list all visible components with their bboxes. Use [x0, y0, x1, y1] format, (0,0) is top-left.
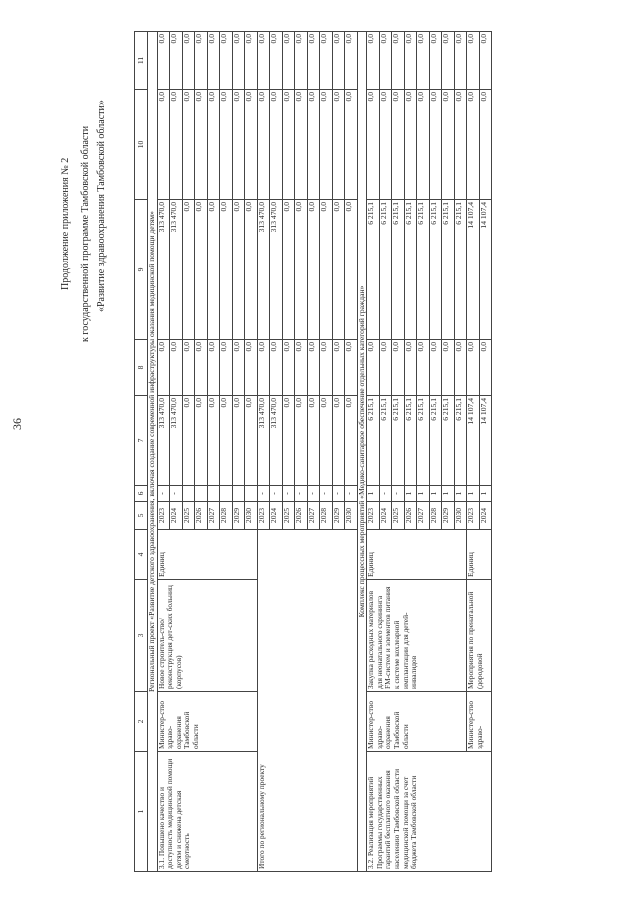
value-cell: 6 215,1	[442, 200, 455, 340]
year-cell: 2028	[429, 502, 442, 530]
value-cell: 0,0	[295, 340, 308, 396]
qty-cell: -	[332, 486, 345, 502]
qty-cell: 1	[417, 486, 430, 502]
value-cell: 0,0	[417, 90, 430, 200]
value-cell: 0,0	[467, 340, 480, 396]
value-cell: 0,0	[479, 340, 492, 396]
value-cell: 0,0	[270, 32, 283, 90]
value-cell: 0,0	[220, 340, 233, 396]
value-cell: 0,0	[220, 396, 233, 486]
value-cell: 0,0	[257, 340, 270, 396]
value-cell: 0,0	[332, 200, 345, 340]
year-cell: 2024	[479, 502, 492, 530]
value-cell: 313 470,0	[257, 396, 270, 486]
value-cell: 0,0	[295, 90, 308, 200]
year-cell: 2025	[282, 502, 295, 530]
qty-cell: -	[307, 486, 320, 502]
value-cell: 0,0	[454, 90, 467, 200]
value-cell: 0,0	[417, 340, 430, 396]
appendix-heading-line-1: Продолжение приложения № 2	[60, 157, 71, 290]
value-cell: 0,0	[332, 340, 345, 396]
year-cell: 2027	[207, 502, 220, 530]
value-cell: 0,0	[307, 90, 320, 200]
value-cell: 0,0	[332, 90, 345, 200]
value-cell: 0,0	[207, 396, 220, 486]
year-cell: 2023	[367, 502, 380, 530]
value-cell: 0,0	[429, 32, 442, 90]
qty-cell: -	[257, 486, 270, 502]
value-cell: 6 215,1	[367, 396, 380, 486]
appendix-heading-line-3: «Развитие здравоохранения Тамбовской области»	[96, 100, 107, 312]
col-number: 10	[135, 90, 148, 200]
qty-cell: -	[157, 486, 170, 502]
value-cell: 0,0	[232, 90, 245, 200]
year-cell: 2023	[257, 502, 270, 530]
value-cell: 6 215,1	[417, 200, 430, 340]
year-cell: 2029	[332, 502, 345, 530]
block3-unit: Единиц	[467, 530, 492, 580]
qty-cell	[182, 486, 195, 502]
value-cell: 0,0	[195, 340, 208, 396]
col-number: 5	[135, 502, 148, 530]
value-cell: 6 215,1	[429, 396, 442, 486]
appendix-heading-line-2: к государственной программе Тамбовской области	[80, 125, 91, 342]
value-cell: 0,0	[220, 200, 233, 340]
year-cell: 2023	[157, 502, 170, 530]
value-cell: 0,0	[307, 200, 320, 340]
value-cell: 0,0	[379, 90, 392, 200]
value-cell: 0,0	[320, 90, 333, 200]
qty-cell: -	[392, 486, 405, 502]
value-cell: 0,0	[245, 396, 258, 486]
value-cell: 0,0	[345, 32, 358, 90]
block1-unit: Единиц	[157, 530, 257, 580]
value-cell: 0,0	[332, 396, 345, 486]
value-cell: 6 215,1	[379, 200, 392, 340]
section1-title: Региональный проект «Развитие детского здравоохранения, включая создание современной инфраструктуры оказания медицинской помощи детям»	[148, 32, 158, 872]
page-number: 36	[10, 418, 24, 430]
value-cell: 0,0	[195, 396, 208, 486]
value-cell: 0,0	[379, 340, 392, 396]
value-cell: 0,0	[157, 90, 170, 200]
qty-cell: 1	[467, 486, 480, 502]
col-number: 9	[135, 200, 148, 340]
value-cell: 6 215,1	[367, 200, 380, 340]
qty-cell: -	[345, 486, 358, 502]
section-header-row	[148, 32, 158, 872]
qty-cell: -	[379, 486, 392, 502]
value-cell: 14 107,4	[479, 396, 492, 486]
value-cell: 0,0	[454, 32, 467, 90]
year-cell: 2028	[220, 502, 233, 530]
value-cell: 313 470,0	[170, 396, 183, 486]
value-cell: 0,0	[320, 396, 333, 486]
value-cell: 0,0	[320, 340, 333, 396]
value-cell: 0,0	[182, 396, 195, 486]
value-cell: 0,0	[195, 200, 208, 340]
value-cell: 0,0	[282, 200, 295, 340]
table-row	[157, 32, 170, 872]
value-cell: 0,0	[467, 90, 480, 200]
value-cell: 0,0	[404, 32, 417, 90]
year-cell: 2025	[182, 502, 195, 530]
value-cell: 0,0	[404, 90, 417, 200]
value-cell: 6 215,1	[442, 396, 455, 486]
value-cell: 0,0	[232, 340, 245, 396]
qty-cell: 1	[429, 486, 442, 502]
block2-activity: Закупка расходных материалов для неонатального скрининга FM-систем и элементов питания к системе кохлеарной имплантации для детей-инвалидов	[367, 580, 467, 692]
year-cell: 2024	[379, 502, 392, 530]
value-cell: 0,0	[232, 200, 245, 340]
value-cell: 0,0	[429, 90, 442, 200]
value-cell: 313 470,0	[157, 396, 170, 486]
qty-cell: 1	[367, 486, 380, 502]
value-cell: 6 215,1	[392, 396, 405, 486]
value-cell: 0,0	[320, 200, 333, 340]
block1-responsible: Министер-ство здраво-охранения Тамбовской области	[157, 692, 257, 752]
year-cell: 2024	[170, 502, 183, 530]
value-cell: 0,0	[345, 90, 358, 200]
qty-cell	[207, 486, 220, 502]
block2-name: 3.2. Реализация мероприятий Программы государственных гарантий бесплатного оказания населению Тамбовской области медицинской помощи за счет бюджета Тамбовской области	[367, 752, 492, 872]
year-cell: 2029	[442, 502, 455, 530]
value-cell: 0,0	[270, 340, 283, 396]
value-cell: 0,0	[282, 32, 295, 90]
value-cell: 6 215,1	[429, 200, 442, 340]
value-cell: 0,0	[270, 90, 283, 200]
value-cell: 0,0	[367, 340, 380, 396]
value-cell: 14 107,4	[467, 200, 480, 340]
value-cell: 0,0	[442, 90, 455, 200]
col-number: 8	[135, 340, 148, 396]
total-label: Итого по региональному проекту	[257, 530, 357, 872]
value-cell: 0,0	[182, 200, 195, 340]
value-cell: 0,0	[257, 32, 270, 90]
qty-cell: -	[320, 486, 333, 502]
value-cell: 0,0	[307, 340, 320, 396]
value-cell: 0,0	[392, 32, 405, 90]
year-cell: 2030	[245, 502, 258, 530]
value-cell: 0,0	[182, 32, 195, 90]
year-cell: 2028	[320, 502, 333, 530]
col-number: 3	[135, 580, 148, 692]
col-number: 11	[135, 32, 148, 90]
value-cell: 0,0	[170, 32, 183, 90]
value-cell: 0,0	[220, 32, 233, 90]
qty-cell: 1	[454, 486, 467, 502]
value-cell: 0,0	[245, 90, 258, 200]
year-cell: 2023	[467, 502, 480, 530]
block3-activity: Мероприятия по пренатальной (дородовой	[467, 580, 492, 692]
value-cell: 6 215,1	[392, 200, 405, 340]
block2-unit: Единиц	[367, 530, 467, 580]
program-table	[134, 31, 492, 872]
value-cell: 0,0	[307, 32, 320, 90]
value-cell: 0,0	[207, 90, 220, 200]
col-number: 2	[135, 692, 148, 752]
col-number: 4	[135, 530, 148, 580]
value-cell: 6 215,1	[404, 200, 417, 340]
value-cell: 0,0	[257, 90, 270, 200]
year-cell: 2030	[454, 502, 467, 530]
table-row	[257, 32, 270, 872]
value-cell: 0,0	[307, 396, 320, 486]
value-cell: 0,0	[404, 340, 417, 396]
value-cell: 0,0	[295, 32, 308, 90]
qty-cell: -	[295, 486, 308, 502]
qty-cell	[232, 486, 245, 502]
value-cell: 0,0	[320, 32, 333, 90]
value-cell: 0,0	[195, 90, 208, 200]
value-cell: 6 215,1	[379, 396, 392, 486]
value-cell: 0,0	[367, 32, 380, 90]
value-cell: 0,0	[207, 340, 220, 396]
value-cell: 0,0	[282, 396, 295, 486]
value-cell: 0,0	[379, 32, 392, 90]
value-cell: 0,0	[282, 340, 295, 396]
value-cell: 0,0	[392, 340, 405, 396]
section2-title: Комплекс процессных мероприятий «Медико-санитарное обеспечение отдельных категорий граждан»	[357, 32, 367, 872]
year-cell: 2030	[345, 502, 358, 530]
value-cell: 313 470,0	[170, 200, 183, 340]
qty-cell	[245, 486, 258, 502]
qty-cell: -	[170, 486, 183, 502]
program-table-container	[134, 32, 614, 872]
block2-responsible: Министер-ство здраво-охранения Тамбовской области	[367, 692, 467, 752]
value-cell: 0,0	[282, 90, 295, 200]
table-row	[367, 32, 380, 872]
value-cell: 0,0	[170, 90, 183, 200]
value-cell: 0,0	[182, 90, 195, 200]
value-cell: 0,0	[332, 32, 345, 90]
value-cell: 6 215,1	[454, 200, 467, 340]
value-cell: 0,0	[170, 340, 183, 396]
qty-cell	[220, 486, 233, 502]
value-cell: 0,0	[345, 396, 358, 486]
value-cell: 0,0	[207, 200, 220, 340]
value-cell: 6 215,1	[417, 396, 430, 486]
value-cell: 0,0	[345, 200, 358, 340]
value-cell: 0,0	[195, 32, 208, 90]
value-cell: 0,0	[295, 396, 308, 486]
qty-cell: -	[270, 486, 283, 502]
value-cell: 14 107,4	[467, 396, 480, 486]
qty-cell	[195, 486, 208, 502]
value-cell: 0,0	[157, 340, 170, 396]
value-cell: 0,0	[345, 340, 358, 396]
year-cell: 2024	[270, 502, 283, 530]
value-cell: 0,0	[245, 340, 258, 396]
col-number: 1	[135, 752, 148, 872]
value-cell: 0,0	[417, 32, 430, 90]
value-cell: 313 470,0	[157, 200, 170, 340]
column-number-row	[135, 32, 148, 872]
value-cell: 0,0	[232, 396, 245, 486]
value-cell: 313 470,0	[270, 200, 283, 340]
value-cell: 0,0	[245, 32, 258, 90]
value-cell: 0,0	[392, 90, 405, 200]
value-cell: 0,0	[479, 90, 492, 200]
year-cell: 2026	[195, 502, 208, 530]
qty-cell: -	[282, 486, 295, 502]
year-cell: 2027	[417, 502, 430, 530]
value-cell: 0,0	[442, 32, 455, 90]
value-cell: 14 107,4	[479, 200, 492, 340]
col-number: 7	[135, 396, 148, 486]
value-cell: 6 215,1	[454, 396, 467, 486]
value-cell: 0,0	[232, 32, 245, 90]
value-cell: 0,0	[454, 340, 467, 396]
value-cell: 0,0	[429, 340, 442, 396]
value-cell: 0,0	[245, 200, 258, 340]
qty-cell: 1	[404, 486, 417, 502]
value-cell: 0,0	[182, 340, 195, 396]
value-cell: 0,0	[295, 200, 308, 340]
value-cell: 313 470,0	[257, 200, 270, 340]
value-cell: 0,0	[157, 32, 170, 90]
value-cell: 0,0	[467, 32, 480, 90]
value-cell: 6 215,1	[404, 396, 417, 486]
value-cell: 313 470,0	[270, 396, 283, 486]
block1-name: 3.1. Повышено качество и доступность медицинской помощи детям и снижена детская смертность	[157, 752, 257, 872]
value-cell: 0,0	[220, 90, 233, 200]
value-cell: 0,0	[367, 90, 380, 200]
block1-activity: Новое строитель-ство/реконструкция дет-ских больниц (корпусов)	[157, 580, 257, 692]
value-cell: 0,0	[442, 340, 455, 396]
block3-responsible: Министер-ство здраво-	[467, 692, 492, 752]
year-cell: 2026	[295, 502, 308, 530]
year-cell: 2025	[392, 502, 405, 530]
year-cell: 2026	[404, 502, 417, 530]
value-cell: 0,0	[479, 32, 492, 90]
table-row	[467, 32, 480, 872]
qty-cell: 1	[479, 486, 492, 502]
year-cell: 2029	[232, 502, 245, 530]
col-number: 6	[135, 486, 148, 502]
year-cell: 2027	[307, 502, 320, 530]
qty-cell: 1	[442, 486, 455, 502]
value-cell: 0,0	[207, 32, 220, 90]
